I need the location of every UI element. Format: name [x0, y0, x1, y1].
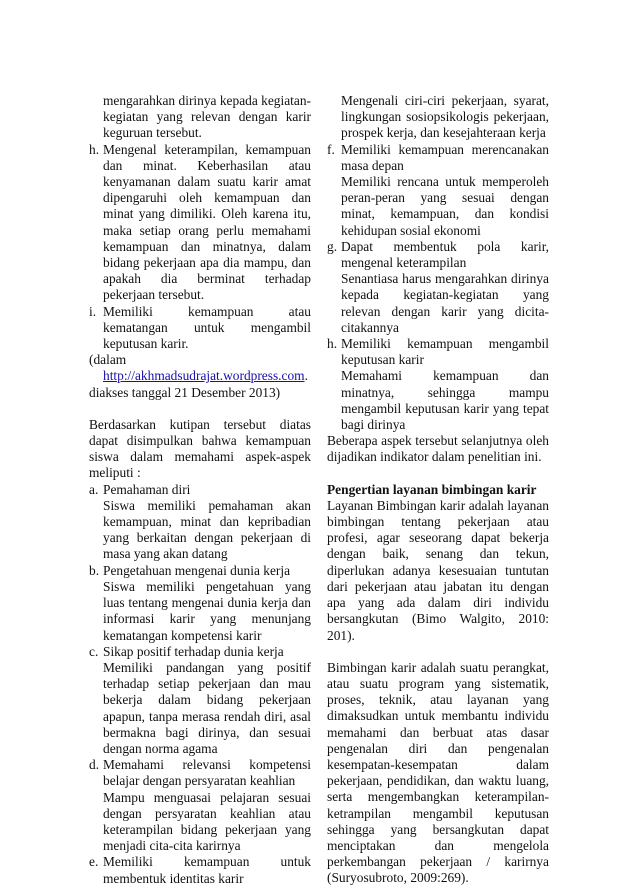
citation-link[interactable]: http://akhmadsudrajat.wordpress.com	[103, 368, 305, 384]
section-heading: Pengertian layanan bimbingan karir	[327, 481, 537, 497]
summary-paragraph: Berdasarkan kutipan tersebut diatas dapat disimpulkan bahwa kemampuan siswa dalam memahami aspek-aspek meliputi :	[89, 416, 311, 481]
list-label: g.	[327, 238, 338, 254]
list-item-h	[89, 142, 311, 304]
aspect-desc: Memiliki rencana untuk memperoleh peran-peran yang sesuai dengan minat, kemampuan, dan kondisi kehidupan sosial ekonomi	[341, 174, 549, 238]
aspect-item-d	[89, 757, 311, 854]
aspect-title: Pemahaman diri	[103, 481, 191, 497]
aspect-desc: Mampu menguasai pelajaran sesuai dengan persyaratan keahlian atau keterampilan bidang pekerjaan yang menjadi cita-cita karirnya	[103, 789, 311, 854]
aspect-item-h	[327, 336, 549, 433]
closing-paragraph: Beberapa aspek tersebut selanjutnya oleh dijadikan indikator dalam penelitian ini.	[327, 433, 549, 465]
aspect-desc: Memahami kemampuan dan minatnya, sehingga mampu mengambil keputusan karir yang tepat bagi dirinya	[341, 368, 549, 433]
spacer	[89, 401, 311, 417]
paragraph-definition: Layanan Bimbingan karir adalah layanan bimbingan tentang pekerjaan atau profesi, agar seseorang dapat bekerja dengan baik, senang dan tekun, diperlukan adanya kesesuaian tuntutan dari pekerjaan atau jabatan itu dengan apa yang ada dalam diri individu bersangkutan (Bimo Walgito, 2010: 201).	[327, 497, 549, 643]
aspect-desc: Siswa memiliki pemahaman akan kemampuan, minat dan kepribadian yang berkaitan dengan pekerjaan di masa yang akan datang	[103, 497, 311, 562]
citation-open: (dalam	[89, 352, 127, 368]
aspect-title: Pengetahuan mengenai dunia kerja	[103, 562, 291, 578]
aspect-title: Memahami relevansi kompetensi belajar dengan persyaratan keahlian	[103, 757, 311, 789]
aspect-desc: Senantiasa harus mengarahkan dirinya kepada kegiatan-kegiatan yang relevan dengan karir yang dicita-citakannya	[341, 271, 549, 335]
left-column	[89, 93, 311, 887]
continuation-text: Mengenali ciri-ciri pekerjaan, syarat, lingkungan sosiopsikologis pekerjaan, prospek kerja, dan kesejahteraan kerja	[341, 93, 549, 141]
aspect-title: Memiliki kemampuan merencanakan masa depan	[341, 141, 549, 173]
aspect-item-f	[327, 142, 549, 239]
aspect-title: Memiliki kemampuan untuk membentuk identitas karir	[103, 854, 311, 886]
continuation-text: mengarahkan dirinya kepada kegiatan-kegiatan yang relevan dengan karir keguruan tersebut.	[103, 93, 311, 141]
aspect-item-b	[89, 563, 311, 644]
list-label: h.	[327, 336, 338, 352]
list-label: f.	[327, 141, 335, 157]
aspect-item-a	[89, 482, 311, 563]
citation-close: . diakses tanggal 21 Desember 2013)	[89, 368, 308, 400]
list-text: Mengenal keterampilan, kemampuan dan minat. Keberhasilan atau kenyamanan dalam suatu karir amat dipengaruhi oleh kemampuan dan minat yang dimiliki. Oleh karena itu, maka setiap orang perlu memahami kemampuan dan minatnya, dalam bidang pekerjaan apa dia mampu, dan apakah dia berminat terhadap pekerjaan tersebut.	[103, 141, 311, 303]
paragraph-explanation: Bimbingan karir adalah suatu perangkat, atau suatu program yang sistematik, proses, teknik, atau layanan yang dimaksudkan untuk membantu individu memahami dan berbuat atas dasar pengenalan diri dan pengenalan kesempatan-kesempatan dalam pekerjaan, pendidikan, dan waktu luang, serta mengembangkan keterampilan-ketrampilan mengambil keputusan sehingga yang bersangkutan dapat menciptakan dan mengelola perkembangan pekerjaan / karirnya (Suryosubroto, 2009:269).	[327, 659, 549, 886]
aspect-title: Dapat membentuk pola karir, mengenal keterampilan	[341, 238, 549, 271]
list-label: h.	[89, 141, 100, 157]
list-label: e.	[89, 854, 99, 870]
list-label: b.	[89, 562, 100, 578]
aspect-item-g	[327, 239, 549, 336]
citation	[89, 352, 311, 401]
aspect-desc: Siswa memiliki pengetahuan yang luas tentang mengenai dunia kerja dan informasi karir yang menunjang kematangan kompetensi karir	[103, 578, 311, 643]
list-label: i.	[89, 303, 97, 319]
spacer	[327, 466, 549, 482]
list-label: c.	[89, 643, 99, 659]
list-item-i	[89, 304, 311, 353]
right-column	[327, 93, 549, 887]
list-text: Memiliki kemampuan atau kematangan untuk mengambil keputusan karir.	[103, 303, 311, 352]
aspect-title: Memiliki kemampuan mengambil keputusan karir	[341, 336, 549, 368]
aspect-desc: Memiliki pandangan yang positif terhadap setiap pekerjaan dan mau bekerja dalam bidang pekerjaan apapun, tanpa merasa rendah diri, asal bermakna bagi dirinya, dan sesuai dengan norma agama	[103, 659, 311, 756]
aspect-item-c	[89, 644, 311, 757]
spacer	[327, 644, 549, 660]
list-label: a.	[89, 481, 99, 497]
aspect-title: Sikap positif terhadap dunia kerja	[103, 643, 284, 659]
aspect-item-e	[89, 854, 311, 886]
list-label: d.	[89, 757, 100, 773]
